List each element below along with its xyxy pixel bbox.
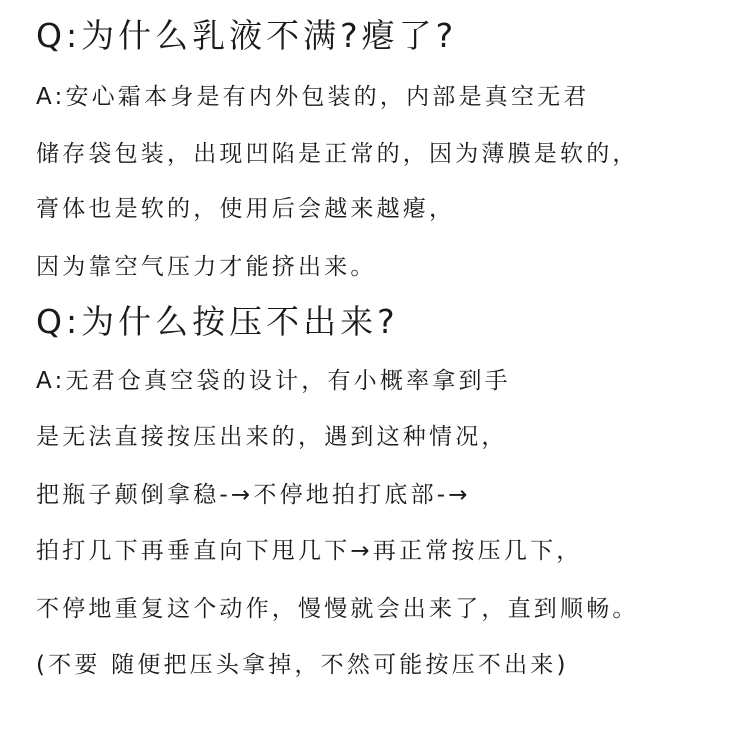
answer-1-line-3: 膏体也是软的，使用后会越来越瘪，	[36, 196, 456, 222]
answer-2-line-4: 拍打几下再垂直向下甩几下→再正常按压几下，	[36, 538, 583, 564]
answer-2-line-3: 把瓶子颠倒拿稳-→不停地拍打底部-→	[36, 482, 471, 508]
answer-2-line-2: 是无法直接按压出来的，遇到这种情况，	[36, 424, 508, 450]
answer-1-line-1: A:安心霜本身是有内外包装的，内部是真空无君	[36, 84, 590, 110]
question-2-heading: Q:为什么按压不出来?	[36, 302, 399, 341]
answer-2-line-1: A:无君仓真空袋的设计，有小概率拿到手	[36, 368, 511, 394]
answer-1-line-4: 因为靠空气压力才能挤出来。	[36, 254, 377, 280]
answer-1-line-2: 储存袋包装，出现凹陷是正常的，因为薄膜是软的，	[36, 141, 639, 167]
question-1-heading: Q:为什么乳液不满?瘪了?	[36, 16, 458, 55]
answer-2-line-5: 不停地重复这个动作，慢慢就会出来了，直到顺畅。	[36, 596, 639, 622]
answer-2-line-6: (不要 随便把压头拿掉，不然可能按压不出来)	[36, 652, 569, 678]
